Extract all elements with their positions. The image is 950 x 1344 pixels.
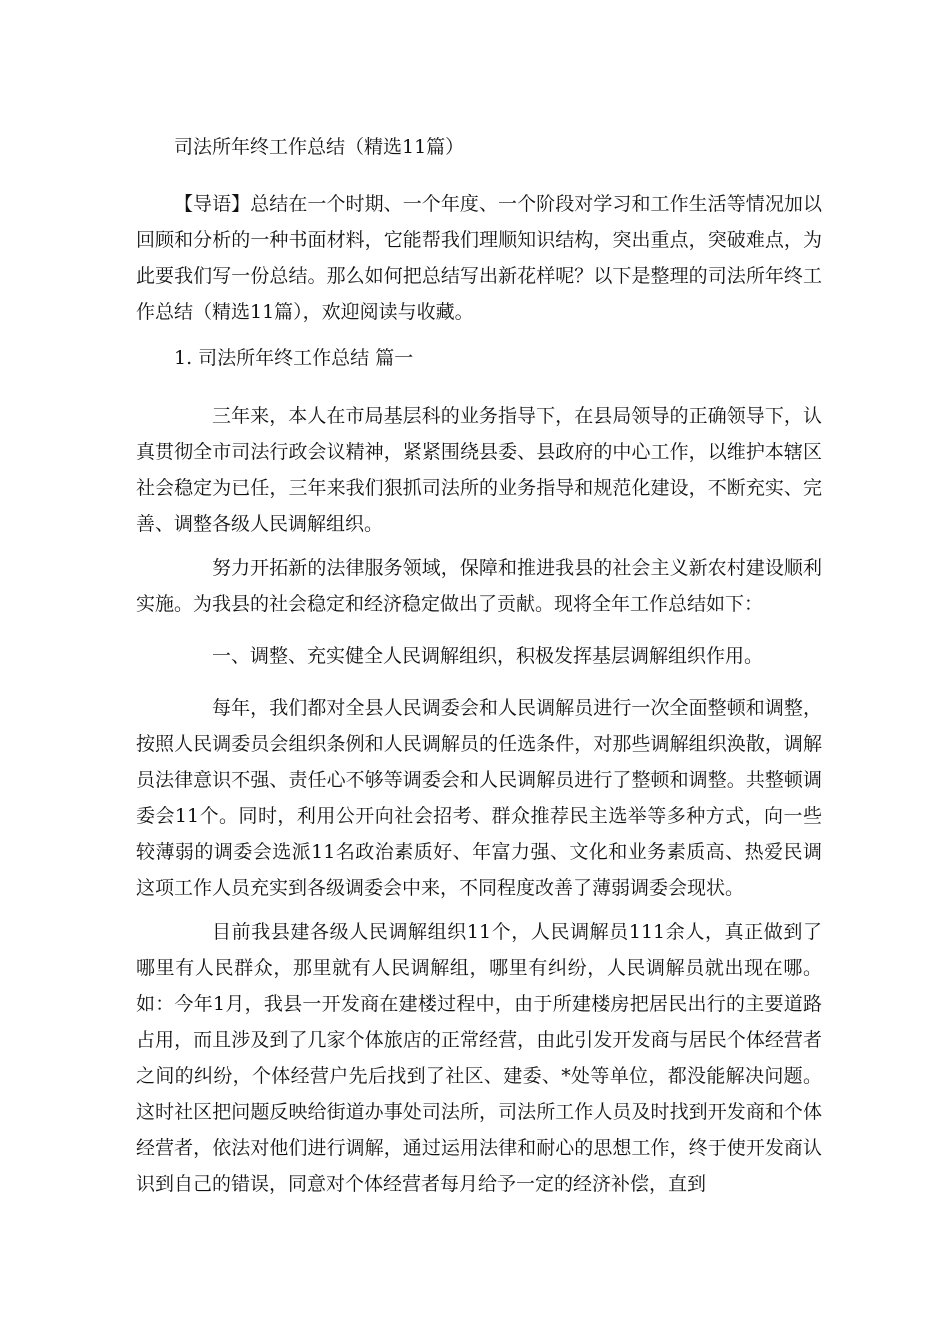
body-paragraph-2: 努力开拓新的法律服务领域，保障和推进我县的社会主义新农村建设顺利实施。为我县的社会稳定和经济稳定做出了贡献。现将全年工作总结如下： — [136, 557, 822, 615]
body-paragraph-3: 一、调整、充实健全人民调解组织，积极发挥基层调解组织作用。 — [212, 645, 764, 667]
document-title: 司法所年终工作总结（精选11篇） — [174, 136, 465, 158]
body-paragraph-1: 三年来，本人在市局基层科的业务指导下，在县局领导的正确领导下，认真贯彻全市司法行政会议精神，紧紧围绕县委、县政府的中心工作，以维护本辖区社会稳定为已任，三年来我们狠抓司法所的业务指导和规范化建设，不断充实、完善、调整各级人民调解组织。 — [136, 405, 822, 535]
body-paragraph-4: 每年，我们都对全县人民调委会和人民调解员进行一次全面整顿和调整，按照人民调委员会组织条例和人民调解员的任选条件，对那些调解组织涣散，调解员法律意识不强、责任心不够等调委会和人民调解员进行了整顿和调整。共整顿调委会11个。同时，利用公开向社会招考、群众推荐民主选举等多种方式，向一些较薄弱的调委会选派11名政治素质好、年富力强、文化和业务素质高、热爱民调这项工作人员充实到各级调委会中来，不同程度改善了薄弱调委会现状。 — [136, 697, 822, 899]
body-paragraph-5: 目前我县建各级人民调解组织11个，人民调解员111余人，真正做到了哪里有人民群众，那里就有人民调解组，哪里有纠纷，人民调解员就出现在哪。如：今年1月，我县一开发商在建楼过程中，由于所建楼房把居民出行的主要道路占用，而且涉及到了几家个体旅店的正常经营，由此引发开发商与居民个体经营者之间的纠纷，个体经营户先后找到了社区、建委、*处等单位，都没能解决问题。这时社区把问题反映给街道办事处司法所，司法所工作人员及时找到开发商和个体经营者，依法对他们进行调解，通过运用法律和耐心的思想工作，终于使开发商认识到自己的错误，同意对个体经营者每月给予一定的经济补偿，直到 — [136, 921, 822, 1195]
intro-paragraph: 【导语】总结在一个时期、一个年度、一个阶段对学习和工作生活等情况加以回顾和分析的一种书面材料，它能帮我们理顺知识结构，突出重点，突破难点，为此要我们写一份总结。那么如何把总结写出新花样呢？以下是整理的司法所年终工作总结（精选11篇），欢迎阅读与收藏。 — [136, 193, 822, 323]
section-heading: 1. 司法所年终工作总结 篇一 — [174, 347, 414, 369]
